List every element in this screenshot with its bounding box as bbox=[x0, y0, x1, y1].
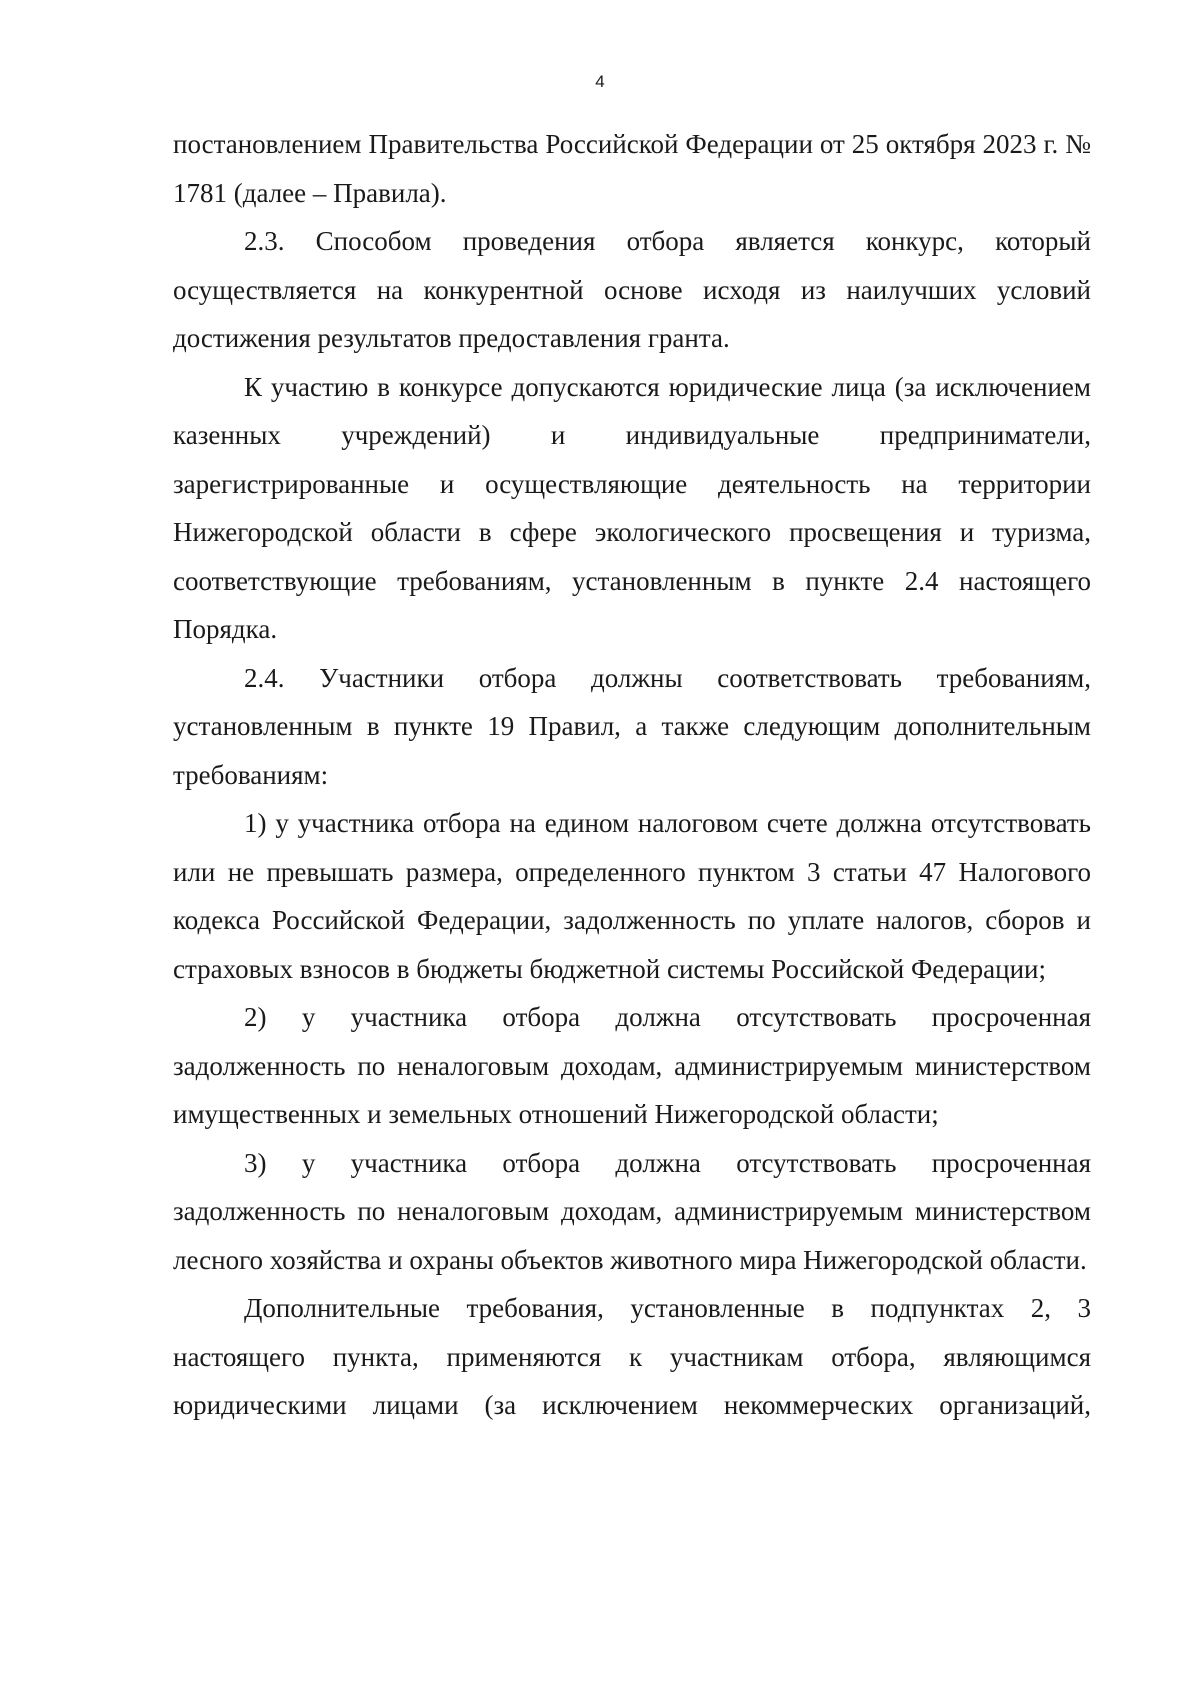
list-item: 1) у участника отбора на едином налоговом счете должна отсутствовать или не превышать размера, определенного пунктом 3 статьи 47 Налогового кодекса Российской Федерации, задолженность по уплате налогов, сборов и страховых взносов в бюджеты бюджетной системы Российской Федерации; bbox=[173, 808, 1091, 984]
page-number: 4 bbox=[595, 72, 605, 91]
paragraph: 2.3. Способом проведения отбора является конкурс, который осуществляется на конкурентной основе исходя из наилучших условий достижения результатов предоставления гранта. bbox=[173, 226, 1091, 353]
document-body bbox=[173, 120, 1091, 1430]
paragraph: 2.4. Участники отбора должны соответствовать требованиям, установленным в пункте 19 Правил, а также следующим дополнительным требованиям: bbox=[173, 662, 1091, 790]
paragraph: постановлением Правительства Российской Федерации от 25 октября 2023 г. № 1781 (далее – Правила). bbox=[173, 129, 1091, 208]
paragraph: Дополнительные требования, установленные в подпунктах 2, 3 настоящего пункта, применяются к участникам отбора, являющимся юридическими лицами (за исключением некоммерческих организаций, bbox=[173, 1293, 1091, 1420]
list-item: 3) у участника отбора должна отсутствовать просроченная задолженность по неналоговым доходам, администрируемым министерством лесного хозяйства и охраны объектов животного мира Нижегородской области. bbox=[173, 1147, 1091, 1275]
paragraph: К участию в конкурсе допускаются юридические лица (за исключением казенных учреждений) и индивидуальные предприниматели, зарегистрированные и осуществляющие деятельность на территории Нижегородской области в сфере экологического просвещения и туризма, соответствующие требованиям, установленным в пункте 2.4 настоящего Порядка. bbox=[173, 371, 1091, 644]
list-item: 2) у участника отбора должна отсутствовать просроченная задолженность по неналоговым доходам, администрируемым министерством имущественных и земельных отношений Нижегородской области; bbox=[173, 1002, 1091, 1129]
